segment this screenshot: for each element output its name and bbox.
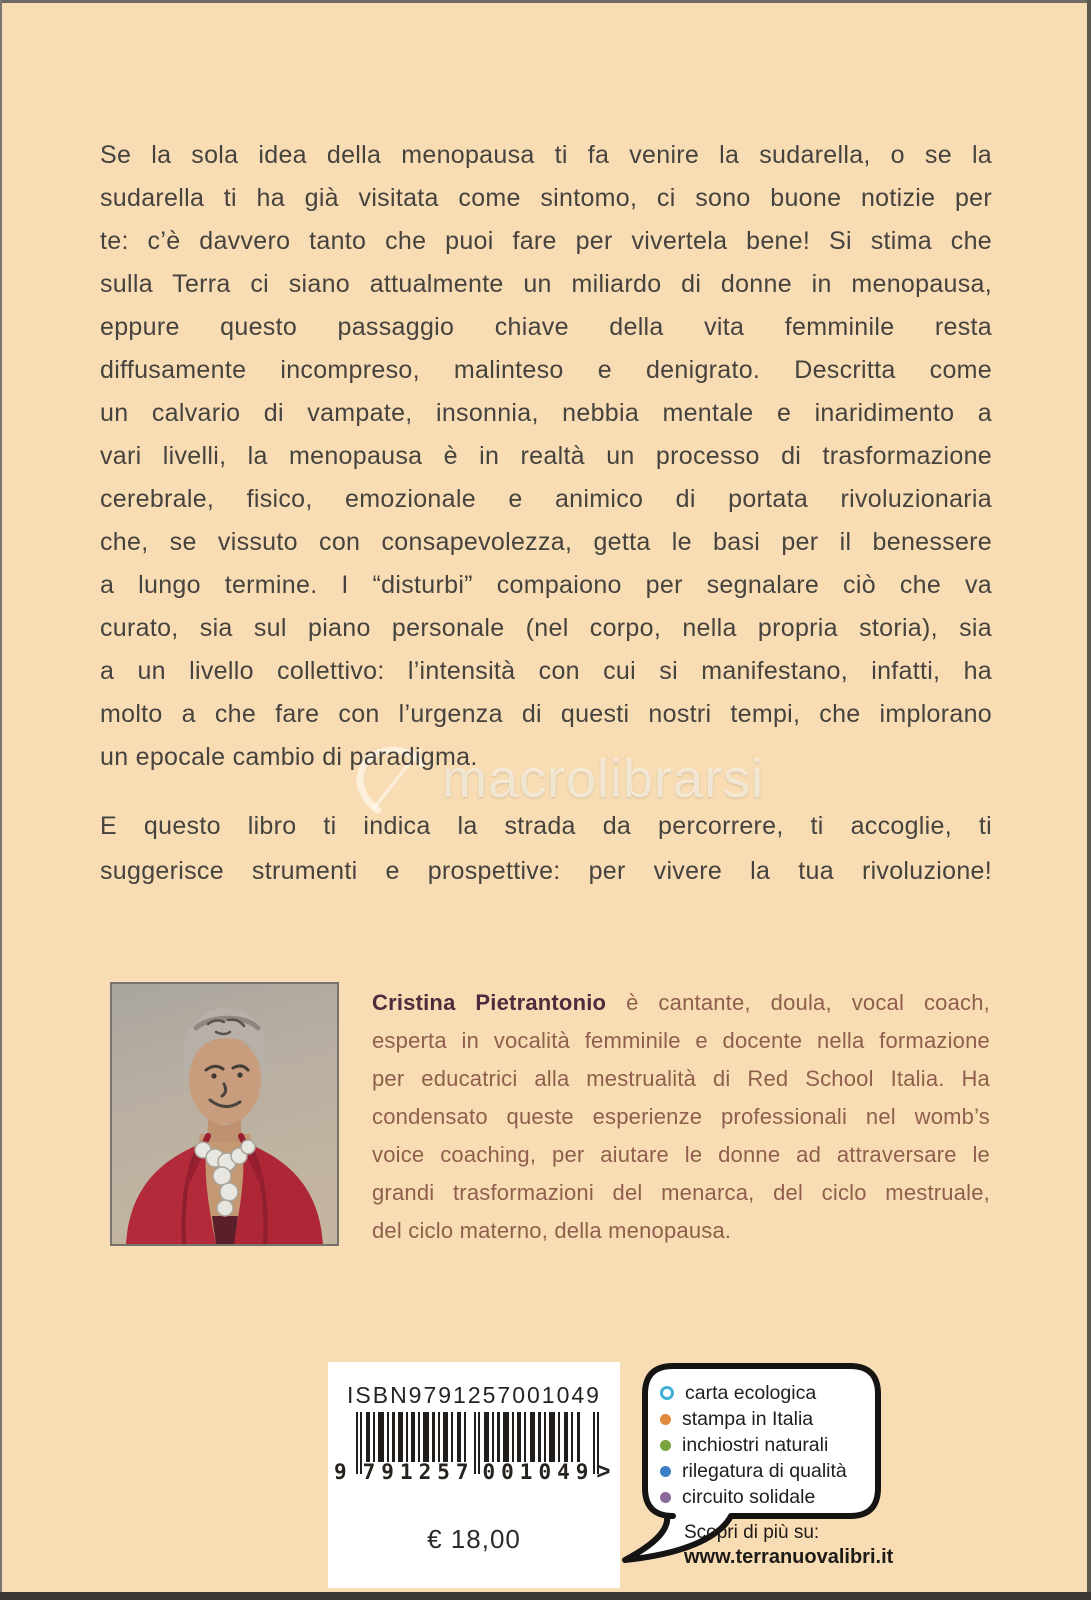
eco-feature-label: rilegatura di qualità: [682, 1459, 847, 1482]
isbn-text: ISBN9791257001049: [347, 1382, 601, 1408]
author-bio-line: del ciclo materno, della menopausa.: [372, 1218, 732, 1243]
barcode-arrow: >: [596, 1458, 611, 1485]
eco-feature-item: [660, 1406, 870, 1432]
barcode-digits: 9 791257 001049 >: [334, 1458, 611, 1485]
discover-label: Scopri di più su:: [684, 1522, 820, 1543]
author-bio-line: condensato queste esperienze professionali nel womb’s: [372, 1104, 990, 1129]
eco-feature-label: circuito solidale: [682, 1485, 816, 1508]
price-label: € 18,00: [427, 1524, 521, 1554]
synopsis-line: vari livelli, la menopausa è in realtà un processo di trasformazione: [100, 442, 992, 470]
eco-feature-label: carta ecologica: [685, 1381, 817, 1404]
synopsis-line: sudarella ti ha già visitata come sintomo, ci sono buone notizie per: [100, 184, 992, 212]
scan-border-top: [0, 0, 1091, 3]
eco-feature-item: [660, 1484, 870, 1510]
synopsis-line: che, se vissuto con consapevolezza, getta le basi per il benessere: [100, 528, 992, 556]
synopsis-line: curato, sia sul piano personale (nel corpo, nella propria storia), sia: [100, 614, 992, 642]
bullet-dot-icon: [660, 1386, 674, 1400]
author-bio-line: esperta in vocalità femminile e docente nella formazione: [372, 1028, 990, 1053]
bullet-dot-icon: [660, 1492, 671, 1503]
author-bio-first-line: [372, 984, 990, 1022]
synopsis-line: a un livello collettivo: l’intensità con cui si manifestano, infatti, ha: [100, 657, 992, 685]
synopsis-line: sulla Terra ci siano attualmente un miliardo di donne in menopausa,: [100, 270, 992, 298]
bullet-dot-icon: [660, 1414, 671, 1425]
author-name: Cristina Pietrantonio: [372, 990, 607, 1015]
eco-feature-item: [660, 1380, 870, 1406]
watermark-text: macrolibrarsi: [442, 749, 765, 809]
eco-feature-item: [660, 1458, 870, 1484]
scan-border-left: [0, 0, 2, 1600]
eco-feature-label: stampa in Italia: [682, 1407, 814, 1430]
author-bio-line: voice coaching, per aiutare le donne ad attraversare le: [372, 1142, 990, 1167]
scan-border-bottom: [0, 1592, 1091, 1600]
author-bio-line: grandi trasformazioni del menarca, del ciclo mestruale,: [372, 1180, 990, 1205]
barcode-label: [328, 1362, 620, 1588]
synopsis-paragraph-1: [100, 134, 992, 779]
synopsis-line: te: c’è davvero tanto che puoi fare per vivertela bene! Si stima che: [100, 227, 992, 255]
author-bio: [372, 984, 990, 1250]
discover-block: [684, 1521, 893, 1569]
synopsis-paragraph-2: [100, 804, 992, 894]
website-url: www.terranuovalibri.it: [684, 1546, 894, 1568]
synopsis-line: eppure questo passaggio chiave della vita femminile resta: [100, 313, 992, 341]
bullet-dot-icon: [660, 1466, 671, 1477]
author-bio-text: è cantante, doula, vocal coach,: [606, 990, 990, 1015]
synopsis-line: un calvario di vampate, insonnia, nebbia mentale e inaridimento a: [100, 399, 992, 427]
eco-feature-label: inchiostri naturali: [682, 1433, 829, 1456]
eco-feature-item: [660, 1432, 870, 1458]
author-photo: [110, 982, 339, 1246]
synopsis-line: un epocale cambio di paradigma.: [100, 743, 478, 771]
eco-feature-list: [660, 1380, 870, 1510]
synopsis-line: diffusamente incompreso, malinteso e denigrato. Descritta come: [100, 356, 992, 384]
author-bio-line: per educatrici alla mestrualità di Red School Italia. Ha: [372, 1066, 990, 1091]
synopsis-line: molto a che fare con l’urgenza di questi nostri tempi, che implorano: [100, 700, 992, 728]
author-bio-lines: [372, 1022, 990, 1250]
scan-border-right: [1087, 0, 1091, 1600]
bullet-dot-icon: [660, 1440, 671, 1451]
synopsis-line: suggerisce strumenti e prospettive: per vivere la tua rivoluzione!: [100, 857, 992, 885]
synopsis-line: a lungo termine. I “disturbi” compaiono per segnalare ciò che va: [100, 571, 992, 599]
synopsis-line: E questo libro ti indica la strada da percorrere, ti accoglie, ti: [100, 812, 992, 840]
synopsis-line: Se la sola idea della menopausa ti fa venire la sudarella, o se la: [100, 141, 992, 169]
synopsis-line: cerebrale, fisico, emozionale e animico di portata rivoluzionaria: [100, 485, 992, 513]
